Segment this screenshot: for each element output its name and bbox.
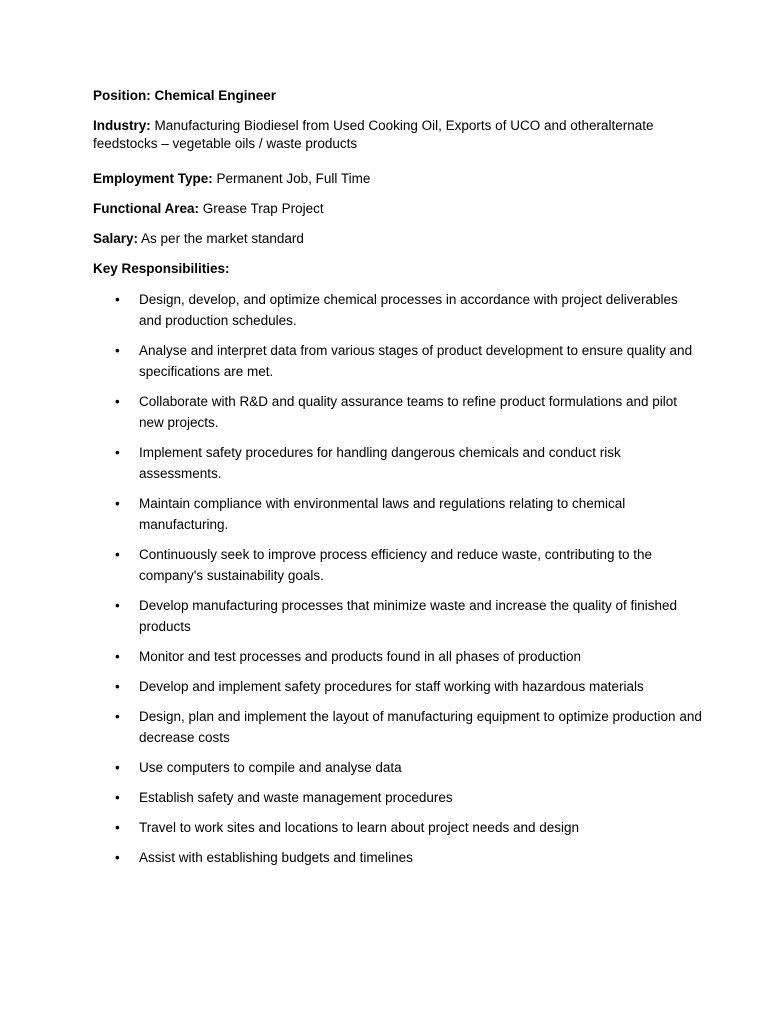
bullet-icon [115,817,120,838]
list-item-text: Implement safety procedures for handling dangerous chemicals and conduct risk assessments. [139,445,621,481]
list-item [93,706,704,748]
list-item [93,493,704,535]
responsibilities-heading: Key Responsibilities: [93,261,230,276]
list-item [93,340,704,382]
bullet-icon [115,646,120,667]
list-item-text: Design, plan and implement the layout of manufacturing equipment to optimize production and decrease costs [139,709,702,745]
list-item-text: Monitor and test processes and products found in all phases of production [139,649,582,664]
list-item [93,757,704,778]
salary-label: Salary: [93,231,139,246]
list-item [93,676,704,697]
list-item [93,646,704,667]
list-item [93,595,704,637]
bullet-icon [115,676,120,697]
list-item [93,289,704,331]
employment-type-value: Permanent Job, Full Time [216,171,371,186]
list-item-text: Establish safety and waste management procedures [139,790,453,805]
list-item-text: Analyse and interpret data from various stages of product development to ensure quality and specifications are met. [139,343,693,379]
bullet-icon [115,757,120,778]
bullet-icon [115,391,120,412]
document-body [93,87,702,877]
salary-value: As per the market standard [141,231,304,246]
bullet-icon [115,493,120,514]
salary-field [93,230,683,248]
responsibilities-list [93,289,702,868]
functional-area-label: Functional Area: [93,201,200,216]
bullet-icon [115,544,120,565]
employment-type-field [93,170,683,188]
bullet-icon [115,289,120,310]
functional-area-field [93,200,683,218]
position-title: Position: Chemical Engineer [93,88,277,103]
list-item [93,544,704,586]
list-item-text: Continuously seek to improve process efficiency and reduce waste, contributing to the company's sustainability goals. [139,547,653,583]
list-item-text: Use computers to compile and analyse data [139,760,402,775]
employment-type-label: Employment Type: [93,171,213,186]
industry-value: Manufacturing Biodiesel from Used Cooking Oil, Exports of UCO and otheralternate feedstocks – vegetable oils / waste products [93,118,654,151]
list-item [93,442,704,484]
bullet-icon [115,847,120,868]
list-item [93,391,704,433]
list-item [93,847,704,868]
list-item-text: Assist with establishing budgets and timelines [139,850,413,865]
bullet-icon [115,706,120,727]
list-item-text: Maintain compliance with environmental laws and regulations relating to chemical manufacturing. [139,496,626,532]
industry-label: Industry: [93,118,151,133]
list-item-text: Develop and implement safety procedures for staff working with hazardous materials [139,679,644,694]
list-item [93,817,704,838]
bullet-icon [115,787,120,808]
list-item-text: Collaborate with R&D and quality assurance teams to refine product formulations and pilot new projects. [139,394,678,430]
list-item-text: Design, develop, and optimize chemical processes in accordance with project deliverables and production schedules. [139,292,678,328]
bullet-icon [115,340,120,361]
bullet-icon [115,442,120,463]
list-item-text: Develop manufacturing processes that minimize waste and increase the quality of finished products [139,598,678,634]
bullet-icon [115,595,120,616]
list-item-text: Travel to work sites and locations to learn about project needs and design [139,820,580,835]
functional-area-value: Grease Trap Project [202,201,324,216]
industry-field [93,117,683,153]
list-item [93,787,704,808]
